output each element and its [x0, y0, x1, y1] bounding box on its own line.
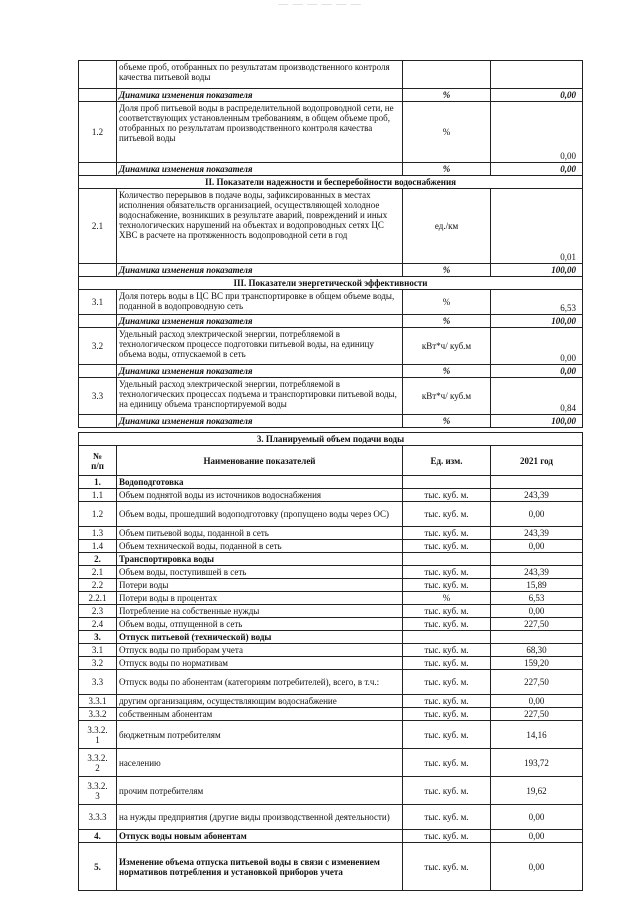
row-value: 0,00 — [491, 830, 583, 843]
row-value: 0,00 — [491, 102, 583, 163]
row-name: прочим потребителям — [117, 777, 403, 805]
row-unit — [403, 61, 491, 89]
row-number: 2.1 — [79, 566, 117, 579]
row-unit: тыс. куб. м. — [403, 721, 491, 749]
row-name: Отпуск воды по приборам учета — [117, 644, 403, 657]
table-row — [79, 749, 583, 777]
row-name: Объем воды, поступившей в сеть — [117, 566, 403, 579]
row-name: Водоподготовка — [117, 476, 403, 489]
row-unit: кВт*ч/ куб.м — [403, 378, 491, 415]
section-title: III. Показатели энергетической эффективности — [79, 277, 583, 290]
row-number: 3.3.1 — [79, 695, 117, 708]
row-unit: % — [403, 264, 491, 277]
row-value: 227,50 — [491, 618, 583, 631]
dynamics-row — [79, 163, 583, 176]
row-number — [79, 61, 117, 89]
row-number: 3.3.3 — [79, 805, 117, 830]
planned-volume-table — [78, 432, 583, 891]
indicator-name: Удельный расход электрической энергии, потребляемой в технологических процессах подъема и транспортировки питьевой воды, на единицу объема транспортируемой воды — [117, 378, 403, 415]
row-name: Объем технической воды, поданной в сеть — [117, 540, 403, 553]
row-value: 100,00 — [491, 264, 583, 277]
dynamics-label: Динамика изменения показателя — [117, 415, 403, 428]
row-value: 0,84 — [491, 378, 583, 415]
row-unit: % — [403, 102, 491, 163]
table-row — [79, 695, 583, 708]
table-row — [79, 657, 583, 670]
row-value: 0,00 — [491, 605, 583, 618]
row-value: 0,00 — [491, 843, 583, 891]
row-number: 1.3 — [79, 527, 117, 540]
row-value: 227,50 — [491, 708, 583, 721]
row-value: 243,39 — [491, 527, 583, 540]
row-unit: тыс. куб. м. — [403, 489, 491, 502]
table-row — [79, 566, 583, 579]
row-number: 3. — [79, 631, 117, 644]
header-num: № п/п — [79, 446, 117, 476]
section-title: II. Показатели надежности и бесперебойности водоснабжения — [79, 176, 583, 189]
row-name: Потребление на собственные нужды — [117, 605, 403, 618]
table-row — [79, 476, 583, 489]
row-number — [79, 365, 117, 378]
table-row — [79, 670, 583, 695]
row-unit: тыс. куб. м. — [403, 830, 491, 843]
dynamics-row — [79, 415, 583, 428]
table-row — [79, 708, 583, 721]
row-value — [491, 476, 583, 489]
row-unit: тыс. куб. м. — [403, 843, 491, 891]
row-value: 100,00 — [491, 415, 583, 428]
section-row — [79, 176, 583, 189]
row-number: 1. — [79, 476, 117, 489]
row-unit: тыс. куб. м. — [403, 605, 491, 618]
row-value: 0,00 — [491, 695, 583, 708]
row-unit: % — [403, 592, 491, 605]
row-number: 4. — [79, 830, 117, 843]
row-unit: тыс. куб. м. — [403, 695, 491, 708]
indicator-row — [79, 61, 583, 89]
row-unit: тыс. куб. м. — [403, 644, 491, 657]
row-name: Объем питьевой воды, поданной в сеть — [117, 527, 403, 540]
row-name: на нужды предприятия (другие виды производственной деятельности) — [117, 805, 403, 830]
header-year: 2021 год — [491, 446, 583, 476]
row-value: 243,39 — [491, 489, 583, 502]
row-name: Объем поднятой воды из источников водоснабжения — [117, 489, 403, 502]
row-number: 2.3 — [79, 605, 117, 618]
row-number: 5. — [79, 843, 117, 891]
row-number: 1.4 — [79, 540, 117, 553]
row-number — [79, 315, 117, 328]
header-row — [79, 446, 583, 476]
row-value: 6,53 — [491, 290, 583, 315]
header-unit: Ед. изм. — [403, 446, 491, 476]
row-unit: % — [403, 315, 491, 328]
scan-header-artifact: — — — — — — — [278, 0, 362, 10]
row-name: населению — [117, 749, 403, 777]
table-row — [79, 527, 583, 540]
row-number: 3.2 — [79, 328, 117, 365]
row-value: 0,00 — [491, 540, 583, 553]
row-unit: тыс. куб. м. — [403, 566, 491, 579]
row-number: 1.2 — [79, 502, 117, 527]
row-unit: тыс. куб. м. — [403, 618, 491, 631]
row-value: 0,00 — [491, 328, 583, 365]
row-unit: тыс. куб. м. — [403, 670, 491, 695]
row-unit: % — [403, 365, 491, 378]
table-row — [79, 631, 583, 644]
row-name: Потери воды в процентах — [117, 592, 403, 605]
row-name: Отпуск воды по абонентам (категориям потребителей), всего, в т.ч.: — [117, 670, 403, 695]
row-name: Объем воды, отпущенной в сеть — [117, 618, 403, 631]
row-unit: тыс. куб. м. — [403, 805, 491, 830]
row-value: 0,00 — [491, 502, 583, 527]
row-number: 3.3.2. 1 — [79, 721, 117, 749]
row-name: Изменение объема отпуска питьевой воды в связи с изменением нормативов потребления и установкой приборов учета — [117, 843, 403, 891]
indicator-name: объеме проб, отобранных по результатам производственного контроля качества питьевой воды — [117, 61, 403, 89]
row-number: 2.4 — [79, 618, 117, 631]
table-row — [79, 605, 583, 618]
row-value: 193,72 — [491, 749, 583, 777]
indicator-row — [79, 189, 583, 264]
dynamics-label: Динамика изменения показателя — [117, 89, 403, 102]
row-value: 100,00 — [491, 315, 583, 328]
row-unit: тыс. куб. м. — [403, 527, 491, 540]
row-value: 0,00 — [491, 805, 583, 830]
row-value: 6,53 — [491, 592, 583, 605]
row-number: 3.3 — [79, 378, 117, 415]
row-number — [79, 264, 117, 277]
indicator-name: Количество перерывов в подаче воды, зафиксированных в местах исполнения обязательств организацией, осуществляющей холодное водоснабжение, возникших в результате аварий, повреждений и иных технологических нарушений на объектах и водопроводных сетях ЦС ХВС в расчете на протяженность водопроводной сети в год — [117, 189, 403, 264]
dynamics-label: Динамика изменения показателя — [117, 315, 403, 328]
row-number — [79, 163, 117, 176]
row-number: 3.3 — [79, 670, 117, 695]
indicator-row — [79, 328, 583, 365]
indicators-table — [78, 60, 583, 428]
row-value: 227,50 — [491, 670, 583, 695]
row-number: 2.1 — [79, 189, 117, 264]
dynamics-row — [79, 89, 583, 102]
table-row — [79, 502, 583, 527]
row-name: Потери воды — [117, 579, 403, 592]
row-number: 3.3.2 — [79, 708, 117, 721]
row-name: собственным абонентам — [117, 708, 403, 721]
row-unit: тыс. куб. м. — [403, 540, 491, 553]
row-value: 14,16 — [491, 721, 583, 749]
row-unit: тыс. куб. м. — [403, 777, 491, 805]
row-name: бюджетным потребителям — [117, 721, 403, 749]
row-name: Транспортировка воды — [117, 553, 403, 566]
row-value: 159,20 — [491, 657, 583, 670]
row-unit: ед./км — [403, 189, 491, 264]
table-row — [79, 644, 583, 657]
indicator-name: Доля проб питьевой воды в распределительной водопроводной сети, не соответствующих установленным требованиям, в общем объеме проб, отобранных по результатам производственного контроля качества питьевой воды — [117, 102, 403, 163]
dynamics-row — [79, 315, 583, 328]
row-unit: % — [403, 89, 491, 102]
row-value — [491, 631, 583, 644]
row-value: 0,00 — [491, 163, 583, 176]
row-unit: тыс. куб. м. — [403, 502, 491, 527]
row-name: Отпуск воды новым абонентам — [117, 830, 403, 843]
row-name: Объем воды, прошедший водоподготовку (пропущено воды через ОС) — [117, 502, 403, 527]
row-name: Отпуск воды по нормативам — [117, 657, 403, 670]
row-unit: тыс. куб. м. — [403, 749, 491, 777]
table-row — [79, 618, 583, 631]
row-number: 3.1 — [79, 644, 117, 657]
table-row — [79, 579, 583, 592]
row-value: 0,00 — [491, 365, 583, 378]
indicator-name: Доля потерь воды в ЦС ВС при транспортировке в общем объеме воды, поданной в водопроводную сеть — [117, 290, 403, 315]
row-number: 2.2 — [79, 579, 117, 592]
header-name: Наименование показателей — [117, 446, 403, 476]
indicator-row — [79, 102, 583, 163]
row-number — [79, 89, 117, 102]
row-value: 15,89 — [491, 579, 583, 592]
dynamics-label: Динамика изменения показателя — [117, 365, 403, 378]
indicator-name: Удельный расход электрической энергии, потребляемой в технологическом процессе подготовки питьевой воды, на единицу объема воды, отпускаемой в сеть — [117, 328, 403, 365]
row-number: 2.2.1 — [79, 592, 117, 605]
row-unit: тыс. куб. м. — [403, 579, 491, 592]
row-unit: тыс. куб. м. — [403, 708, 491, 721]
row-value: 0,00 — [491, 89, 583, 102]
dynamics-row — [79, 365, 583, 378]
row-unit: тыс. куб. м. — [403, 657, 491, 670]
row-unit: % — [403, 163, 491, 176]
table-row — [79, 540, 583, 553]
section-row — [79, 277, 583, 290]
row-name: другим организациям, осуществляющим водоснабжение — [117, 695, 403, 708]
table-title-row — [79, 433, 583, 446]
row-number: 1.2 — [79, 102, 117, 163]
dynamics-label: Динамика изменения показателя — [117, 163, 403, 176]
table-row — [79, 777, 583, 805]
table-row — [79, 489, 583, 502]
table-row — [79, 830, 583, 843]
row-number: 3.3.2. 3 — [79, 777, 117, 805]
table-row — [79, 553, 583, 566]
dynamics-label: Динамика изменения показателя — [117, 264, 403, 277]
row-value: 0,01 — [491, 189, 583, 264]
indicator-row — [79, 290, 583, 315]
row-unit — [403, 553, 491, 566]
row-value: 68,30 — [491, 644, 583, 657]
indicator-row — [79, 378, 583, 415]
table-row — [79, 805, 583, 830]
row-value: 243,39 — [491, 566, 583, 579]
row-unit: % — [403, 415, 491, 428]
row-unit — [403, 476, 491, 489]
row-value — [491, 553, 583, 566]
row-unit: % — [403, 290, 491, 315]
table-row — [79, 592, 583, 605]
row-number: 3.1 — [79, 290, 117, 315]
table-title: 3. Планируемый объем подачи воды — [79, 433, 583, 446]
row-number: 1.1 — [79, 489, 117, 502]
row-value — [491, 61, 583, 89]
row-value: 19,62 — [491, 777, 583, 805]
row-number — [79, 415, 117, 428]
row-unit: кВт*ч/ куб.м — [403, 328, 491, 365]
row-number: 3.3.2. 2 — [79, 749, 117, 777]
table-row — [79, 843, 583, 891]
table-row — [79, 721, 583, 749]
row-number: 3.2 — [79, 657, 117, 670]
dynamics-row — [79, 264, 583, 277]
row-number: 2. — [79, 553, 117, 566]
row-unit — [403, 631, 491, 644]
row-name: Отпуск питьевой (технической) воды — [117, 631, 403, 644]
